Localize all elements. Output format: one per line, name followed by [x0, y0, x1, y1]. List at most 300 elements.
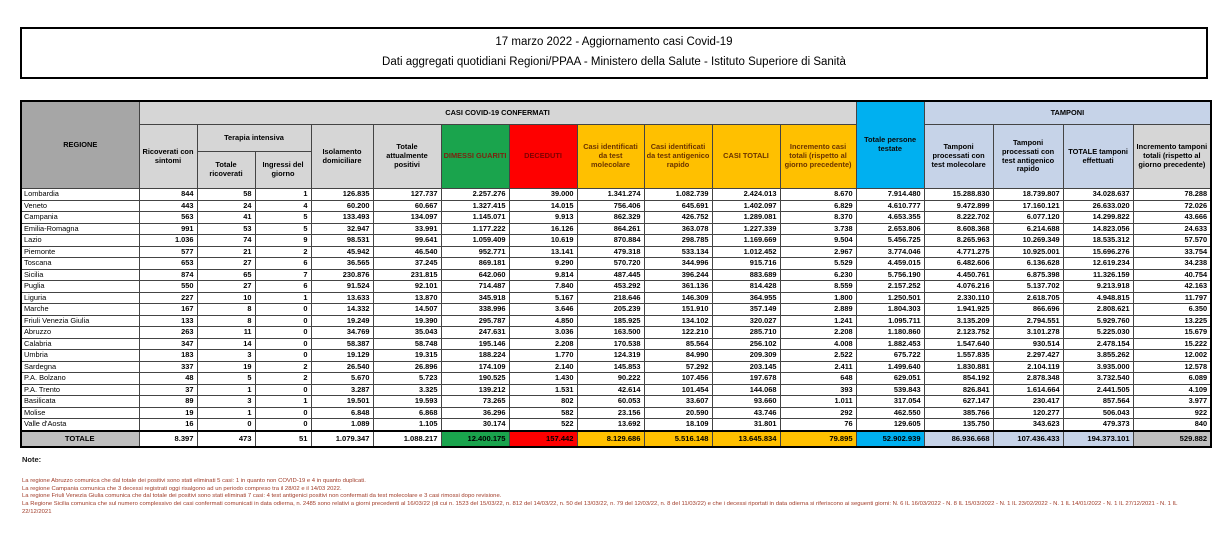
cell-deceduti: 802	[509, 396, 577, 408]
cell-dimessi-guariti: 869.181	[441, 258, 509, 270]
cell-incremento-casi-totali: 2.889	[780, 304, 856, 316]
column-header-regione: REGIONE	[21, 101, 139, 189]
cell-tamponi-molecolare: 86.936.668	[924, 431, 993, 447]
cell-deceduti: 2.208	[509, 338, 577, 350]
cell-dimessi-guariti: 36.296	[441, 407, 509, 419]
cell-tamponi-antigenico: 2.878.348	[993, 373, 1063, 385]
cell-dimessi-guariti: 1.059.409	[441, 235, 509, 247]
cell-casi-totali: 13.645.834	[712, 431, 780, 447]
cell-tamponi-molecolare: 8.608.368	[924, 223, 993, 235]
cell-totale-attualmente-positivi: 1.105	[373, 419, 441, 431]
cell-totale-persone-testate: 1.250.501	[856, 292, 924, 304]
table-row	[21, 189, 1211, 201]
cell-totale-tamponi: 26.633.020	[1063, 200, 1133, 212]
cell-casi-test-molecolare: 170.538	[577, 338, 644, 350]
cell-totale-persone-testate: 1.180.860	[856, 327, 924, 339]
cell-deceduti: 9.290	[509, 258, 577, 270]
cell-totale-attualmente-positivi: 231.815	[373, 269, 441, 281]
region-name: Calabria	[21, 338, 139, 350]
cell-totale-tamponi: 18.535.312	[1063, 235, 1133, 247]
cell-tamponi-molecolare: 8.265.963	[924, 235, 993, 247]
cell-totale-persone-testate: 1.882.453	[856, 338, 924, 350]
cell-casi-test-antigenico: 122.210	[644, 327, 712, 339]
cell-tamponi-antigenico: 3.101.278	[993, 327, 1063, 339]
cell-terapia-totale-ricoverati: 27	[197, 281, 255, 293]
cell-casi-test-antigenico: 107.456	[644, 373, 712, 385]
cell-terapia-ingressi-giorno: 51	[255, 431, 311, 447]
cell-terapia-ingressi-giorno: 0	[255, 350, 311, 362]
cell-totale-tamponi: 506.043	[1063, 407, 1133, 419]
column-header-isolamento-domiciliare: Isolamento domiciliare	[311, 125, 373, 189]
cell-casi-totali: 883.689	[712, 269, 780, 281]
cell-incremento-casi-totali: 6.230	[780, 269, 856, 281]
cell-casi-test-molecolare: 570.720	[577, 258, 644, 270]
cell-ricoverati-con-sintomi: 577	[139, 246, 197, 258]
cell-incremento-tamponi: 33.754	[1133, 246, 1211, 258]
cell-ricoverati-con-sintomi: 563	[139, 212, 197, 224]
table-row	[21, 315, 1211, 327]
cell-incremento-tamponi: 6.089	[1133, 373, 1211, 385]
cell-totale-tamponi: 14.823.056	[1063, 223, 1133, 235]
cell-terapia-ingressi-giorno: 5	[255, 212, 311, 224]
cell-deceduti: 5.167	[509, 292, 577, 304]
cell-totale-persone-testate: 4.653.355	[856, 212, 924, 224]
cell-totale-persone-testate: 675.722	[856, 350, 924, 362]
cell-tamponi-antigenico: 5.137.702	[993, 281, 1063, 293]
cell-totale-persone-testate: 1.804.303	[856, 304, 924, 316]
cell-incremento-casi-totali: 8.370	[780, 212, 856, 224]
cell-terapia-ingressi-giorno: 4	[255, 200, 311, 212]
cell-casi-test-molecolare: 42.614	[577, 384, 644, 396]
cell-isolamento-domiciliare: 5.670	[311, 373, 373, 385]
cell-terapia-ingressi-giorno: 5	[255, 223, 311, 235]
cell-incremento-tamponi: 529.882	[1133, 431, 1211, 447]
cell-totale-tamponi: 3.732.540	[1063, 373, 1133, 385]
column-header-totale-attualmente-positivi: Totale attualmente positivi	[373, 125, 441, 189]
cell-deceduti: 582	[509, 407, 577, 419]
cell-tamponi-molecolare: 4.076.216	[924, 281, 993, 293]
cell-dimessi-guariti: 1.145.071	[441, 212, 509, 224]
cell-terapia-totale-ricoverati: 473	[197, 431, 255, 447]
region-name: Toscana	[21, 258, 139, 270]
region-name: Lazio	[21, 235, 139, 247]
cell-incremento-tamponi: 12.002	[1133, 350, 1211, 362]
note-line: La regione Abruzzo comunica che dal totale dei positivi sono stati eliminati 5 casi: 1 in quanto non COVID-19 e 4 in quanto duplicati.	[22, 478, 366, 484]
cell-casi-test-molecolare: 145.853	[577, 361, 644, 373]
cell-incremento-tamponi: 840	[1133, 419, 1211, 431]
table-body	[21, 189, 1211, 447]
cell-tamponi-antigenico: 6.136.628	[993, 258, 1063, 270]
cell-terapia-totale-ricoverati: 41	[197, 212, 255, 224]
cell-incremento-casi-totali: 2.522	[780, 350, 856, 362]
cell-totale-persone-testate: 539.843	[856, 384, 924, 396]
cell-casi-test-antigenico: 426.752	[644, 212, 712, 224]
cell-deceduti: 1.770	[509, 350, 577, 362]
cell-casi-test-molecolare: 756.406	[577, 200, 644, 212]
cell-totale-attualmente-positivi: 60.667	[373, 200, 441, 212]
cell-casi-test-antigenico: 396.244	[644, 269, 712, 281]
column-header-terapia-ingressi-giorno: Ingressi del giorno	[255, 152, 311, 189]
cell-dimessi-guariti: 1.327.415	[441, 200, 509, 212]
group-header-casi-confermati: CASI COVID-19 CONFERMATI	[139, 101, 856, 125]
cell-dimessi-guariti: 338.996	[441, 304, 509, 316]
cell-casi-test-molecolare: 487.445	[577, 269, 644, 281]
cell-casi-test-antigenico: 146.309	[644, 292, 712, 304]
table-header	[21, 101, 1211, 189]
cell-tamponi-antigenico: 2.104.119	[993, 361, 1063, 373]
cell-dimessi-guariti: 174.109	[441, 361, 509, 373]
cell-isolamento-domiciliare: 19.129	[311, 350, 373, 362]
cell-incremento-casi-totali: 5.529	[780, 258, 856, 270]
cell-isolamento-domiciliare: 1.079.347	[311, 431, 373, 447]
column-header-deceduti: DECEDUTI	[509, 125, 577, 189]
cell-terapia-ingressi-giorno: 1	[255, 292, 311, 304]
cell-casi-totali: 814.428	[712, 281, 780, 293]
region-name: Valle d'Aosta	[21, 419, 139, 431]
cell-casi-totali: 1.169.669	[712, 235, 780, 247]
cell-totale-tamponi: 5.929.760	[1063, 315, 1133, 327]
cell-dimessi-guariti: 195.146	[441, 338, 509, 350]
region-name: P.A. Bolzano	[21, 373, 139, 385]
cell-casi-totali: 209.309	[712, 350, 780, 362]
cell-casi-test-molecolare: 479.318	[577, 246, 644, 258]
cell-isolamento-domiciliare: 133.493	[311, 212, 373, 224]
cell-casi-test-molecolare: 864.261	[577, 223, 644, 235]
cell-dimessi-guariti: 190.525	[441, 373, 509, 385]
cell-casi-test-molecolare: 90.222	[577, 373, 644, 385]
cell-totale-persone-testate: 1.095.711	[856, 315, 924, 327]
cell-casi-test-molecolare: 1.341.274	[577, 189, 644, 201]
cell-deceduti: 3.036	[509, 327, 577, 339]
cell-tamponi-molecolare: 1.941.925	[924, 304, 993, 316]
note-line: La regione Campania comunica che 3 decessi registrati oggi risalgono ad un periodo compreso tra il 28/02 e il 14/03 2022.	[22, 485, 342, 492]
total-row	[21, 431, 1211, 447]
column-header-tamponi-antigenico: Tamponi processati con test antigenico rapido	[993, 125, 1063, 189]
cell-isolamento-domiciliare: 45.942	[311, 246, 373, 258]
cell-totale-persone-testate: 4.459.015	[856, 258, 924, 270]
cell-terapia-ingressi-giorno: 9	[255, 235, 311, 247]
cell-terapia-totale-ricoverati: 3	[197, 350, 255, 362]
cell-ricoverati-con-sintomi: 1.036	[139, 235, 197, 247]
table-row	[21, 350, 1211, 362]
cell-casi-totali: 285.710	[712, 327, 780, 339]
cell-totale-attualmente-positivi: 35.043	[373, 327, 441, 339]
cell-totale-tamponi: 857.564	[1063, 396, 1133, 408]
covid-data-table	[20, 100, 1212, 448]
cell-incremento-casi-totali: 8.670	[780, 189, 856, 201]
cell-casi-totali: 43.746	[712, 407, 780, 419]
cell-terapia-ingressi-giorno: 0	[255, 407, 311, 419]
cell-tamponi-molecolare: 3.135.209	[924, 315, 993, 327]
cell-totale-persone-testate: 129.605	[856, 419, 924, 431]
cell-incremento-casi-totali: 9.504	[780, 235, 856, 247]
cell-isolamento-domiciliare: 14.332	[311, 304, 373, 316]
cell-terapia-totale-ricoverati: 58	[197, 189, 255, 201]
cell-incremento-tamponi: 11.797	[1133, 292, 1211, 304]
cell-casi-test-molecolare: 60.053	[577, 396, 644, 408]
region-name: Campania	[21, 212, 139, 224]
region-name: Basilicata	[21, 396, 139, 408]
cell-isolamento-domiciliare: 98.531	[311, 235, 373, 247]
group-header-tamponi: TAMPONI	[924, 101, 1211, 125]
cell-ricoverati-con-sintomi: 991	[139, 223, 197, 235]
cell-deceduti: 16.126	[509, 223, 577, 235]
cell-dimessi-guariti: 345.918	[441, 292, 509, 304]
cell-tamponi-molecolare: 6.482.606	[924, 258, 993, 270]
cell-incremento-casi-totali: 76	[780, 419, 856, 431]
cell-terapia-ingressi-giorno: 0	[255, 315, 311, 327]
cell-casi-test-molecolare: 862.329	[577, 212, 644, 224]
cell-ricoverati-con-sintomi: 844	[139, 189, 197, 201]
cell-casi-test-antigenico: 85.564	[644, 338, 712, 350]
cell-totale-tamponi: 194.373.101	[1063, 431, 1133, 447]
cell-totale-attualmente-positivi: 46.540	[373, 246, 441, 258]
cell-tamponi-antigenico: 6.214.688	[993, 223, 1063, 235]
cell-totale-tamponi: 12.619.234	[1063, 258, 1133, 270]
column-header-tamponi-molecolare: Tamponi processati con test molecolare	[924, 125, 993, 189]
cell-terapia-totale-ricoverati: 3	[197, 396, 255, 408]
cell-tamponi-antigenico: 18.739.807	[993, 189, 1063, 201]
cell-casi-totali: 1.227.339	[712, 223, 780, 235]
cell-terapia-ingressi-giorno: 0	[255, 419, 311, 431]
cell-casi-test-antigenico: 101.454	[644, 384, 712, 396]
cell-dimessi-guariti: 1.177.222	[441, 223, 509, 235]
cell-casi-test-antigenico: 361.136	[644, 281, 712, 293]
table-row	[21, 338, 1211, 350]
cell-totale-attualmente-positivi: 3.325	[373, 384, 441, 396]
column-header-casi-test-molecolare: Casi identificati da test molecolare	[577, 125, 644, 189]
cell-incremento-casi-totali: 4.008	[780, 338, 856, 350]
cell-totale-tamponi: 11.326.159	[1063, 269, 1133, 281]
cell-deceduti: 522	[509, 419, 577, 431]
cell-totale-attualmente-positivi: 19.390	[373, 315, 441, 327]
cell-incremento-casi-totali: 6.829	[780, 200, 856, 212]
cell-isolamento-domiciliare: 34.769	[311, 327, 373, 339]
cell-ricoverati-con-sintomi: 19	[139, 407, 197, 419]
cell-totale-tamponi: 2.478.154	[1063, 338, 1133, 350]
table-row	[21, 396, 1211, 408]
cell-totale-persone-testate: 4.610.777	[856, 200, 924, 212]
cell-isolamento-domiciliare: 230.876	[311, 269, 373, 281]
column-header-totale-tamponi: TOTALE tamponi effettuati	[1063, 125, 1133, 189]
cell-terapia-totale-ricoverati: 10	[197, 292, 255, 304]
cell-isolamento-domiciliare: 91.524	[311, 281, 373, 293]
cell-casi-test-molecolare: 870.884	[577, 235, 644, 247]
cell-tamponi-antigenico: 866.696	[993, 304, 1063, 316]
cell-terapia-totale-ricoverati: 14	[197, 338, 255, 350]
region-name: Marche	[21, 304, 139, 316]
cell-terapia-totale-ricoverati: 65	[197, 269, 255, 281]
cell-ricoverati-con-sintomi: 89	[139, 396, 197, 408]
cell-deceduti: 39.000	[509, 189, 577, 201]
region-name: TOTALE	[21, 431, 139, 447]
cell-totale-attualmente-positivi: 26.896	[373, 361, 441, 373]
table-row	[21, 258, 1211, 270]
cell-ricoverati-con-sintomi: 874	[139, 269, 197, 281]
cell-incremento-tamponi: 40.754	[1133, 269, 1211, 281]
cell-casi-test-antigenico: 298.785	[644, 235, 712, 247]
cell-deceduti: 9.814	[509, 269, 577, 281]
cell-terapia-ingressi-giorno: 7	[255, 269, 311, 281]
cell-incremento-casi-totali: 292	[780, 407, 856, 419]
cell-totale-attualmente-positivi: 134.097	[373, 212, 441, 224]
cell-terapia-totale-ricoverati: 8	[197, 304, 255, 316]
cell-totale-attualmente-positivi: 127.737	[373, 189, 441, 201]
cell-totale-tamponi: 2.808.621	[1063, 304, 1133, 316]
cell-casi-totali: 203.145	[712, 361, 780, 373]
cell-ricoverati-con-sintomi: 37	[139, 384, 197, 396]
cell-dimessi-guariti: 247.631	[441, 327, 509, 339]
cell-casi-totali: 1.289.081	[712, 212, 780, 224]
cell-totale-attualmente-positivi: 19.593	[373, 396, 441, 408]
cell-casi-totali: 1.402.097	[712, 200, 780, 212]
cell-tamponi-antigenico: 6.875.398	[993, 269, 1063, 281]
cell-deceduti: 13.141	[509, 246, 577, 258]
cell-tamponi-antigenico: 17.160.121	[993, 200, 1063, 212]
cell-dimessi-guariti: 295.787	[441, 315, 509, 327]
region-name: Emilia-Romagna	[21, 223, 139, 235]
cell-terapia-ingressi-giorno: 0	[255, 338, 311, 350]
column-header-totale-persone-testate: Totale persone testate	[856, 101, 924, 189]
cell-terapia-totale-ricoverati: 0	[197, 419, 255, 431]
cell-ricoverati-con-sintomi: 167	[139, 304, 197, 316]
cell-casi-test-molecolare: 205.239	[577, 304, 644, 316]
cell-incremento-casi-totali: 2.411	[780, 361, 856, 373]
cell-tamponi-antigenico: 2.794.551	[993, 315, 1063, 327]
cell-deceduti: 1.430	[509, 373, 577, 385]
table-row	[21, 235, 1211, 247]
cell-dimessi-guariti: 73.265	[441, 396, 509, 408]
cell-totale-attualmente-positivi: 92.101	[373, 281, 441, 293]
cell-isolamento-domiciliare: 1.089	[311, 419, 373, 431]
cell-terapia-totale-ricoverati: 27	[197, 258, 255, 270]
cell-casi-test-molecolare: 8.129.686	[577, 431, 644, 447]
region-name: Umbria	[21, 350, 139, 362]
cell-isolamento-domiciliare: 26.540	[311, 361, 373, 373]
cell-totale-tamponi: 2.441.505	[1063, 384, 1133, 396]
cell-totale-persone-testate: 5.756.190	[856, 269, 924, 281]
region-name: Sicilia	[21, 269, 139, 281]
table-row	[21, 373, 1211, 385]
note-line: La regione Friuli Venezia Giulia comunica che dal totale dei positivi sono stati eliminati 7 casi: 4 test antigenici positivi non confermati da test molecolare e 3 casi rimossi dopo revisione.	[22, 493, 502, 500]
cell-casi-totali: 144.068	[712, 384, 780, 396]
cell-incremento-casi-totali: 2.967	[780, 246, 856, 258]
cell-totale-persone-testate: 462.550	[856, 407, 924, 419]
cell-terapia-totale-ricoverati: 53	[197, 223, 255, 235]
table-row	[21, 269, 1211, 281]
cell-dimessi-guariti: 642.060	[441, 269, 509, 281]
cell-terapia-totale-ricoverati: 11	[197, 327, 255, 339]
region-name: Friuli Venezia Giulia	[21, 315, 139, 327]
cell-casi-totali: 256.102	[712, 338, 780, 350]
cell-ricoverati-con-sintomi: 550	[139, 281, 197, 293]
cell-incremento-casi-totali: 1.800	[780, 292, 856, 304]
cell-isolamento-domiciliare: 58.387	[311, 338, 373, 350]
cell-casi-test-molecolare: 185.925	[577, 315, 644, 327]
cell-casi-test-molecolare: 124.319	[577, 350, 644, 362]
cell-isolamento-domiciliare: 19.501	[311, 396, 373, 408]
cell-casi-test-molecolare: 13.692	[577, 419, 644, 431]
cell-terapia-ingressi-giorno: 0	[255, 327, 311, 339]
cell-terapia-ingressi-giorno: 0	[255, 384, 311, 396]
cell-incremento-tamponi: 4.109	[1133, 384, 1211, 396]
cell-casi-test-molecolare: 163.500	[577, 327, 644, 339]
cell-casi-test-antigenico: 84.990	[644, 350, 712, 362]
cell-casi-test-antigenico: 533.134	[644, 246, 712, 258]
cell-tamponi-molecolare: 826.841	[924, 384, 993, 396]
table-row	[21, 200, 1211, 212]
cell-tamponi-molecolare: 2.330.110	[924, 292, 993, 304]
cell-totale-persone-testate: 7.914.480	[856, 189, 924, 201]
cell-casi-test-antigenico: 645.691	[644, 200, 712, 212]
cell-tamponi-antigenico: 10.925.001	[993, 246, 1063, 258]
cell-casi-test-antigenico: 134.102	[644, 315, 712, 327]
cell-totale-persone-testate: 2.653.806	[856, 223, 924, 235]
cell-incremento-casi-totali: 3.738	[780, 223, 856, 235]
cell-terapia-totale-ricoverati: 5	[197, 373, 255, 385]
region-name: Abruzzo	[21, 327, 139, 339]
table-row	[21, 384, 1211, 396]
cell-incremento-casi-totali: 8.559	[780, 281, 856, 293]
column-header-incremento-tamponi: Incremento tamponi totali (rispetto al giorno precedente)	[1133, 125, 1211, 189]
cell-isolamento-domiciliare: 126.835	[311, 189, 373, 201]
region-name: Puglia	[21, 281, 139, 293]
cell-deceduti: 7.840	[509, 281, 577, 293]
cell-tamponi-antigenico: 6.077.120	[993, 212, 1063, 224]
cell-totale-attualmente-positivi: 13.870	[373, 292, 441, 304]
table-row	[21, 304, 1211, 316]
column-header-incremento-casi-totali: Incremento casi totali (rispetto al giorno precedente)	[780, 125, 856, 189]
cell-totale-attualmente-positivi: 33.991	[373, 223, 441, 235]
cell-totale-attualmente-positivi: 19.315	[373, 350, 441, 362]
table-row	[21, 327, 1211, 339]
cell-incremento-tamponi: 34.238	[1133, 258, 1211, 270]
cell-incremento-tamponi: 78.288	[1133, 189, 1211, 201]
cell-tamponi-molecolare: 9.472.899	[924, 200, 993, 212]
cell-totale-persone-testate: 52.902.939	[856, 431, 924, 447]
cell-tamponi-molecolare: 4.450.761	[924, 269, 993, 281]
cell-terapia-ingressi-giorno: 1	[255, 396, 311, 408]
cell-ricoverati-con-sintomi: 443	[139, 200, 197, 212]
cell-terapia-ingressi-giorno: 6	[255, 258, 311, 270]
cell-totale-attualmente-positivi: 99.641	[373, 235, 441, 247]
cell-deceduti: 2.140	[509, 361, 577, 373]
cell-casi-totali: 320.027	[712, 315, 780, 327]
cell-totale-tamponi: 9.213.918	[1063, 281, 1133, 293]
cell-totale-tamponi: 14.299.822	[1063, 212, 1133, 224]
cell-totale-tamponi: 479.373	[1063, 419, 1133, 431]
cell-terapia-totale-ricoverati: 8	[197, 315, 255, 327]
region-name: P.A. Trento	[21, 384, 139, 396]
cell-incremento-tamponi: 13.225	[1133, 315, 1211, 327]
title-box	[20, 27, 1208, 79]
cell-incremento-casi-totali: 1.011	[780, 396, 856, 408]
cell-incremento-casi-totali: 393	[780, 384, 856, 396]
cell-terapia-totale-ricoverati: 1	[197, 384, 255, 396]
cell-dimessi-guariti: 2.257.276	[441, 189, 509, 201]
cell-terapia-ingressi-giorno: 1	[255, 189, 311, 201]
cell-ricoverati-con-sintomi: 347	[139, 338, 197, 350]
notes-title: Note:	[22, 455, 42, 464]
cell-totale-tamponi: 3.855.262	[1063, 350, 1133, 362]
cell-tamponi-antigenico: 10.269.349	[993, 235, 1063, 247]
cell-casi-totali: 364.955	[712, 292, 780, 304]
cell-terapia-ingressi-giorno: 2	[255, 373, 311, 385]
cell-tamponi-antigenico: 343.623	[993, 419, 1063, 431]
cell-totale-attualmente-positivi: 6.868	[373, 407, 441, 419]
cell-tamponi-antigenico: 1.614.664	[993, 384, 1063, 396]
cell-totale-persone-testate: 317.054	[856, 396, 924, 408]
